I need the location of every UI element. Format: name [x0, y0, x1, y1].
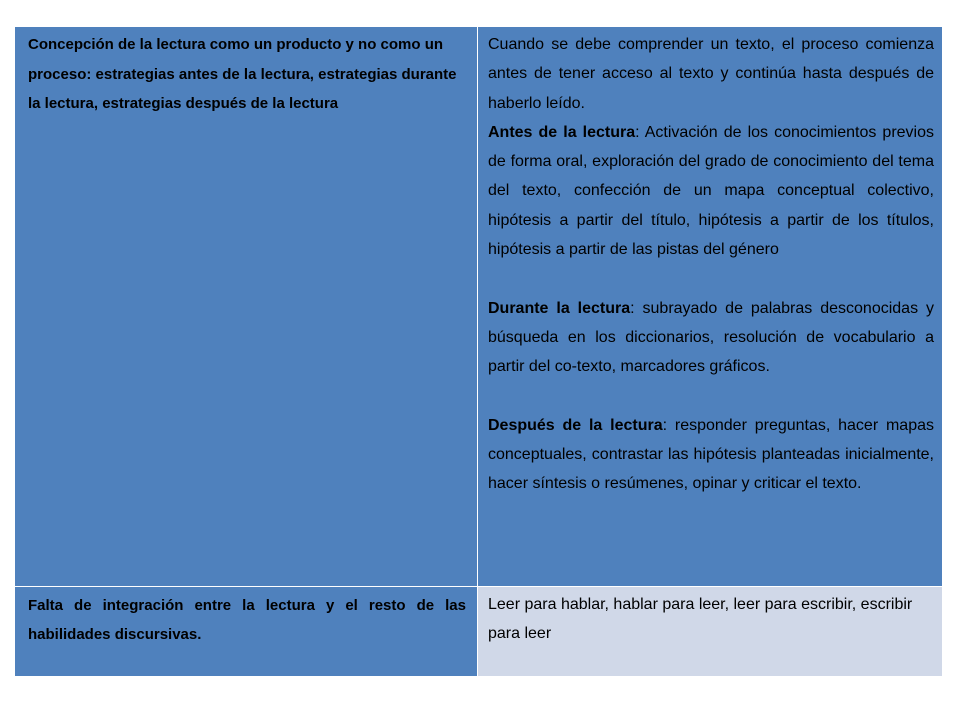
table-row	[15, 587, 943, 677]
durante-heading: Durante la lectura	[488, 299, 631, 317]
table-cell-problem-1	[15, 27, 478, 587]
table-cell-problem-2	[15, 587, 478, 677]
durante-text: : subrayado de palabras desconocidas y búsqueda en los diccionarios, resolución de vocabulario a partir del co-texto, marcadores gráficos.	[488, 299, 935, 376]
despues-paragraph	[488, 411, 934, 499]
despues-heading: Después de la lectura	[488, 416, 663, 434]
antes-paragraph	[488, 118, 934, 264]
content-table	[14, 26, 943, 677]
table-row	[15, 27, 943, 587]
problem-1-text: Concepción de la lectura como un producto y no como un proceso: estrategias antes de la lectura, estrategias durante la lectura, estrategias después de la lectura	[28, 36, 457, 112]
paragraph-spacer	[488, 382, 934, 411]
intro-paragraph: Cuando se debe comprender un texto, el proceso comienza antes de tener acceso al texto y continúa hasta después de haberlo leído.	[488, 36, 934, 112]
table-cell-solution-1	[478, 27, 943, 587]
antes-text: : Activación de los conocimientos previos de forma oral, exploración del grado de conocimiento del tema del texto, confección de un mapa conceptual colectivo, hipótesis a partir del título, hipótesis a partir de los títulos, hipótesis a partir de las pistas del género	[488, 123, 935, 259]
table-cell-solution-2	[478, 587, 943, 677]
solution-1-body	[479, 28, 941, 499]
durante-paragraph	[488, 294, 934, 382]
solution-2-text: Leer para hablar, hablar para leer, leer para escribir, escribir para leer	[488, 596, 913, 642]
paragraph-spacer	[488, 264, 934, 293]
despues-text: : responder preguntas, hacer mapas conceptuales, contrastar las hipótesis planteadas inicialmente, hacer síntesis o resúmenes, opinar y criticar el texto.	[488, 416, 934, 493]
antes-heading: Antes de la lectura	[488, 123, 636, 141]
problem-2-text: Falta de integración entre la lectura y el resto de las habilidades discursivas.	[28, 597, 466, 643]
